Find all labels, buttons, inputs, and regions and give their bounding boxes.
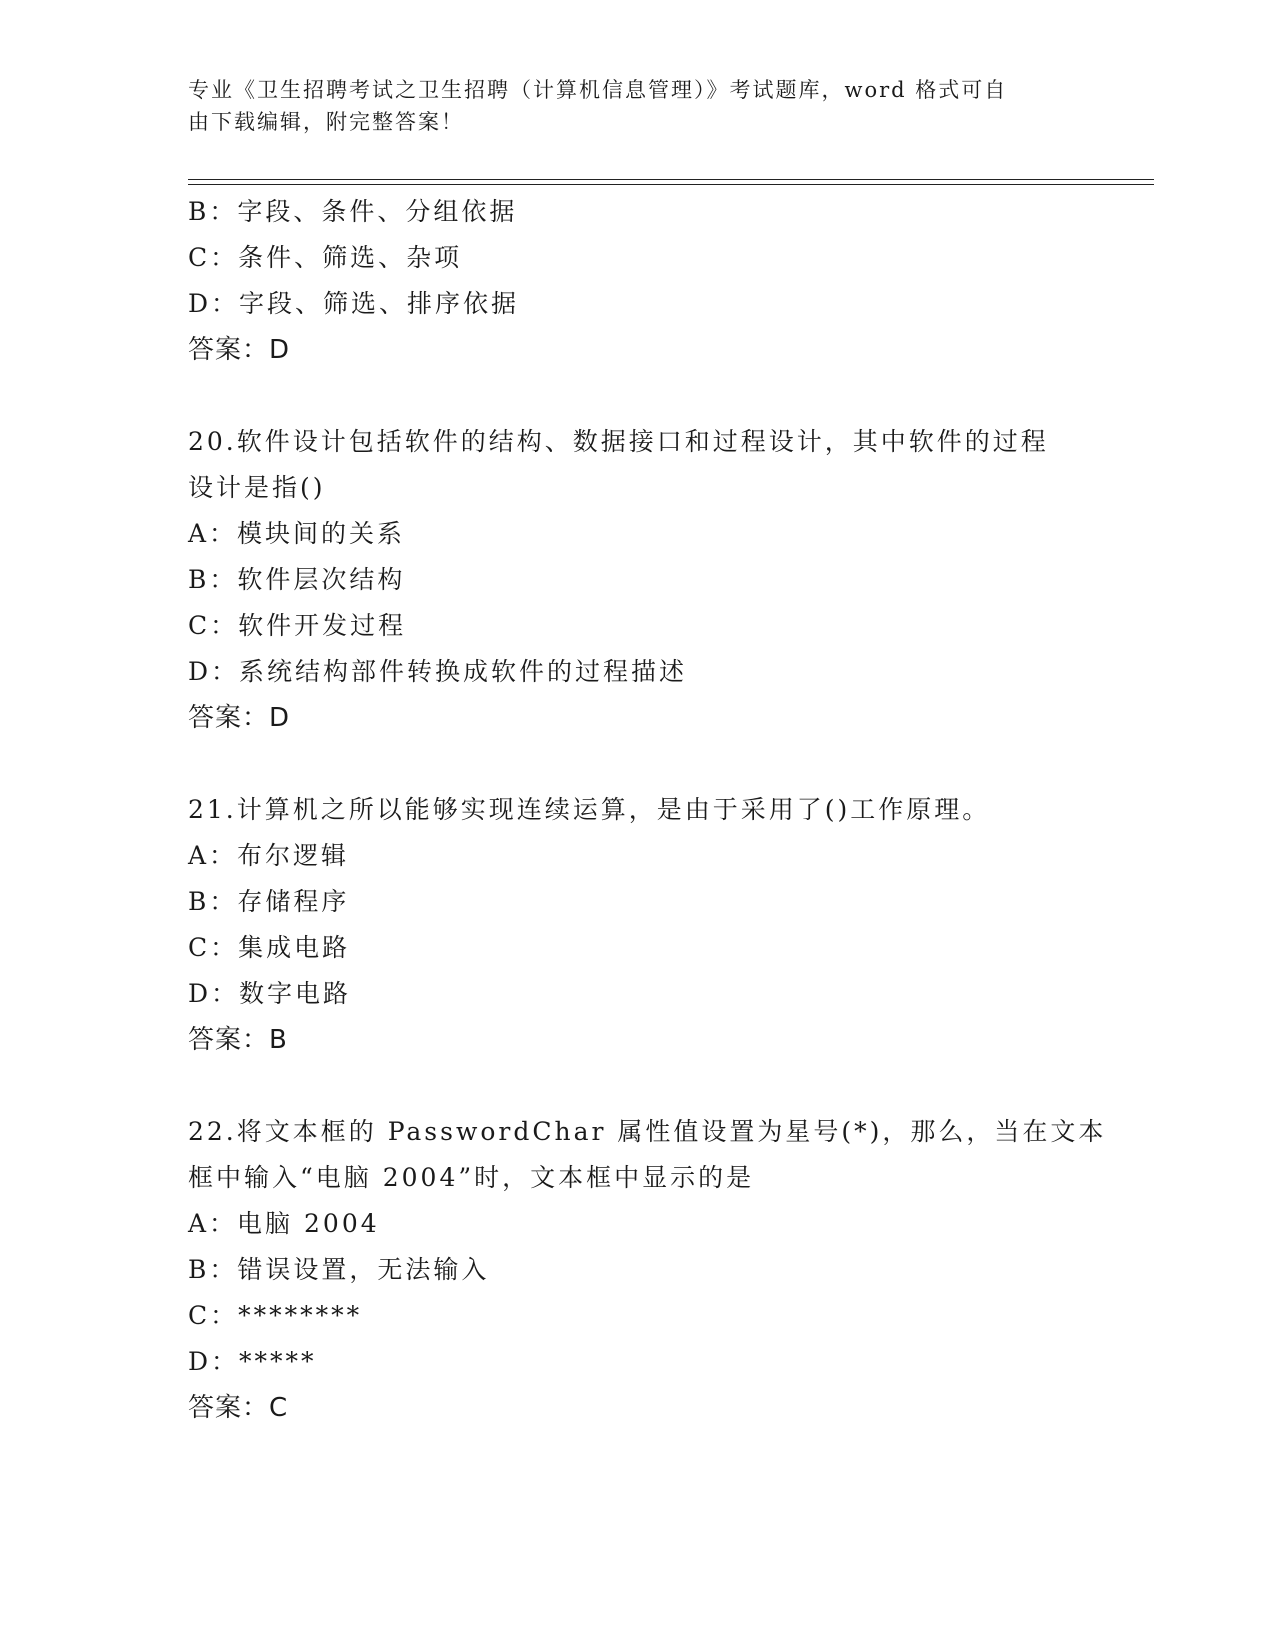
option-c: C：******** xyxy=(188,1301,363,1330)
option-c: C：集成电路 xyxy=(188,933,351,962)
option-b: B：错误设置，无法输入 xyxy=(188,1255,490,1284)
option-d: D：***** xyxy=(188,1347,317,1376)
option-c: C：软件开发过程 xyxy=(188,611,407,640)
header-divider-bottom xyxy=(188,184,1154,185)
option-a: A：模块间的关系 xyxy=(188,519,406,548)
option-a: A：电脑 2004 xyxy=(188,1209,380,1238)
spacer xyxy=(188,373,1088,419)
header-line-1: 专业《卫生招聘考试之卫生招聘（计算机信息管理）》考试题库，word 格式可自 xyxy=(188,78,1008,102)
option-a: A：布尔逻辑 xyxy=(188,841,350,870)
question-stem-line: 22.将文本框的 PasswordChar 属性值设置为星号(*)，那么，当在文本 xyxy=(188,1117,1107,1146)
option-d: D：系统结构部件转换成软件的过程描述 xyxy=(188,657,688,686)
question-stem-line: 设计是指() xyxy=(188,473,326,502)
question-list xyxy=(188,189,1107,1431)
question-stem-line: 21.计算机之所以能够实现连续运算，是由于采用了()工作原理。 xyxy=(188,795,991,824)
question-19-tail xyxy=(188,189,1088,373)
option-c: C：条件、筛选、杂项 xyxy=(188,243,463,272)
option-d: D：数字电路 xyxy=(188,979,352,1008)
answer-line: 答案：D xyxy=(188,703,291,733)
option-d: D：字段、筛选、排序依据 xyxy=(188,289,520,318)
question-20 xyxy=(188,419,1088,741)
spacer xyxy=(188,1063,1088,1109)
answer-line: 答案：B xyxy=(188,1025,288,1055)
answer-line: 答案：C xyxy=(188,1393,289,1423)
question-stem-line: 框中输入“电脑 2004”时，文本框中显示的是 xyxy=(188,1163,755,1192)
option-b: B：字段、条件、分组依据 xyxy=(188,197,518,226)
question-21 xyxy=(188,787,1088,1063)
header-divider-top xyxy=(188,179,1154,180)
option-b: B：软件层次结构 xyxy=(188,565,406,594)
document-header xyxy=(188,74,1068,138)
question-22 xyxy=(188,1109,1107,1431)
header-line-2: 由下载编辑，附完整答案！ xyxy=(188,110,464,134)
answer-line: 答案：D xyxy=(188,335,291,365)
spacer xyxy=(188,741,1088,787)
question-stem-line: 20.软件设计包括软件的结构、数据接口和过程设计，其中软件的过程 xyxy=(188,427,1049,456)
option-b: B：存储程序 xyxy=(188,887,350,916)
